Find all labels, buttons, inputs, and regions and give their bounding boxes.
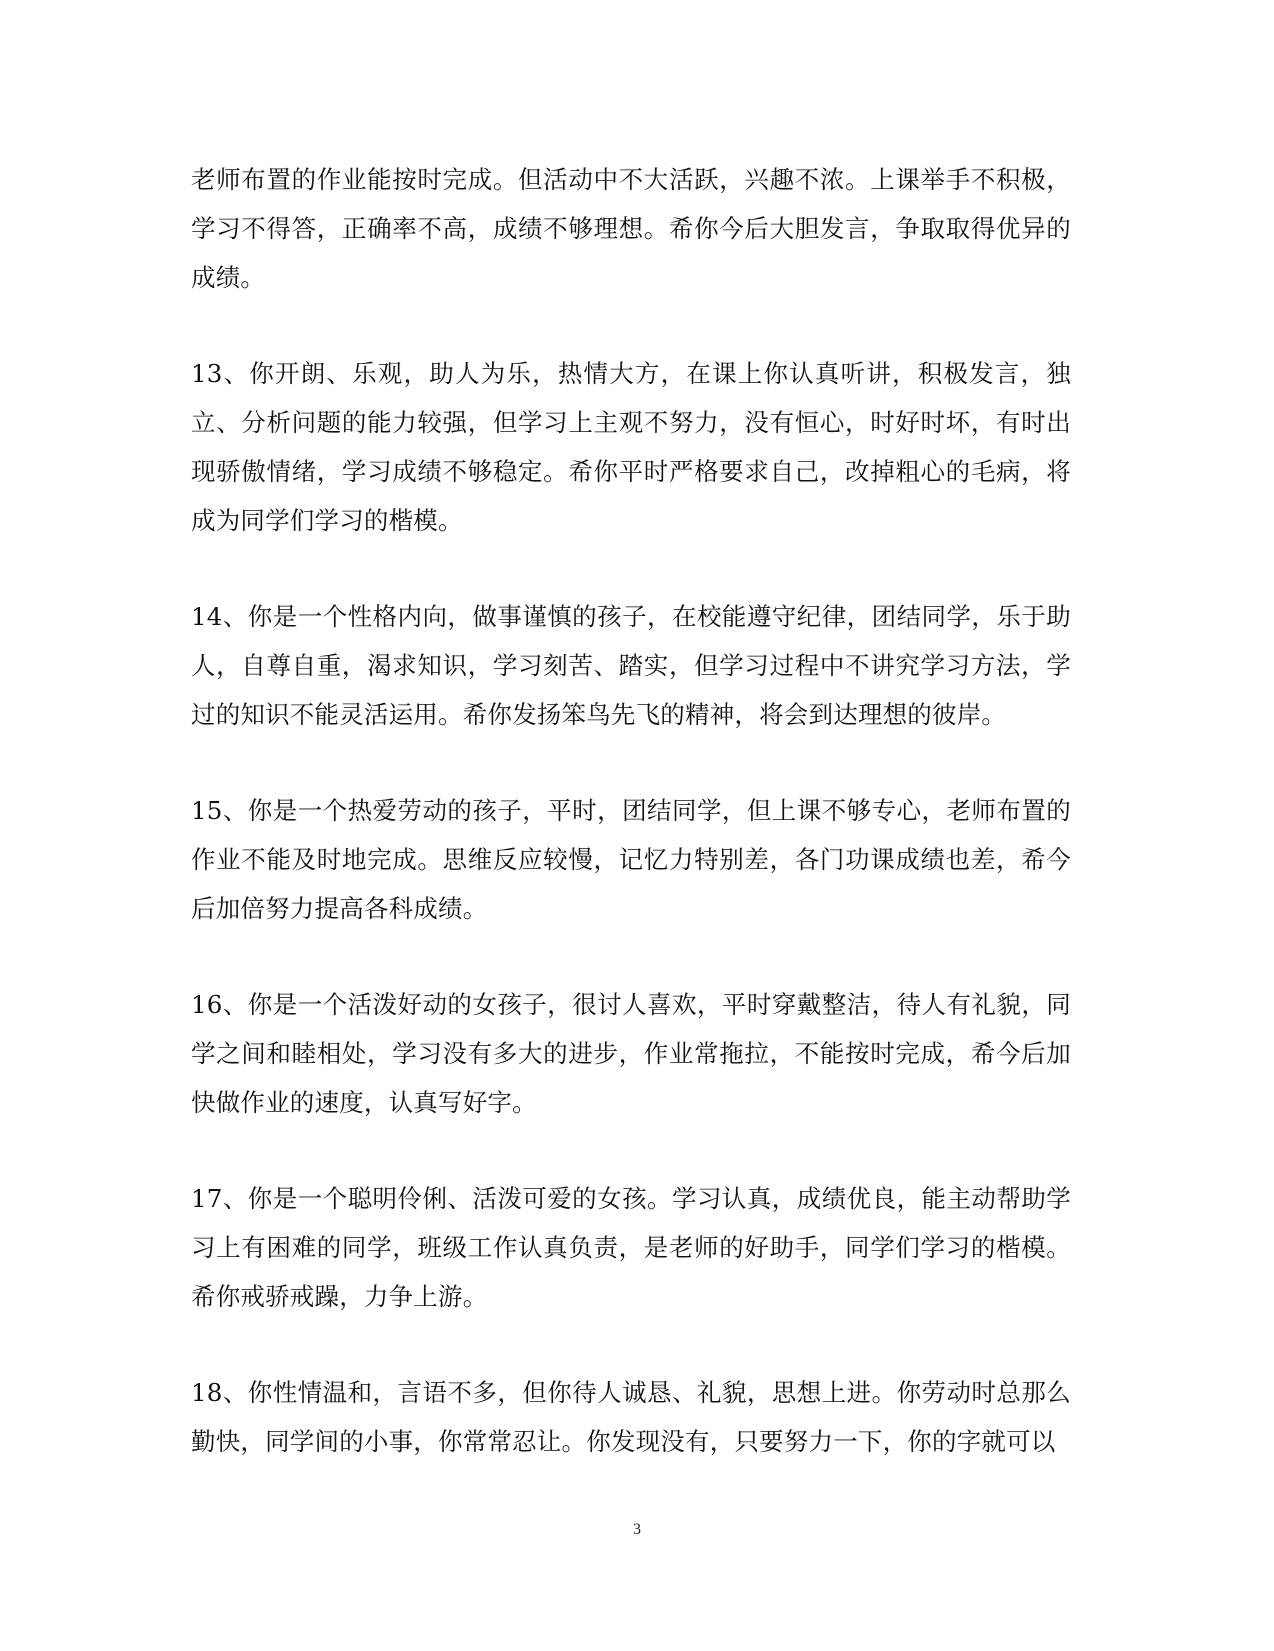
- paragraph-16: 16、你是一个活泼好动的女孩子，很讨人喜欢，平时穿戴整洁，待人有礼貌，同学之间和睦相处，学习没有多大的进步，作业常拖拉，不能按时完成，希今后加快做作业的速度，认真写好字。: [191, 990, 1071, 1117]
- paragraph-15: 15、你是一个热爱劳动的孩子，平时，团结同学，但上课不够专心，老师布置的作业不能及时地完成。思维反应较慢，记忆力特别差，各门功课成绩也差，希今后加倍努力提高各科成绩。: [191, 796, 1071, 923]
- paragraph-13: 13、你开朗、乐观，助人为乐，热情大方，在课上你认真听讲，积极发言，独立、分析问题的能力较强，但学习上主观不努力，没有恒心，时好时坏，有时出现骄傲情绪，学习成绩不够稳定。希你平时严格要求自己，改掉粗心的毛病，将成为同学们学习的楷模。: [191, 359, 1071, 535]
- paragraph-18: 18、你性情温和，言语不多，但你待人诚恳、礼貌，思想上进。你劳动时总那么勤快，同学间的小事，你常常忍让。你发现没有，只要努力一下，你的字就可以: [191, 1378, 1071, 1456]
- paragraph-14: 14、你是一个性格内向，做事谨慎的孩子，在校能遵守纪律，团结同学，乐于助人，自尊自重，渴求知识，学习刻苦、踏实，但学习过程中不讲究学习方法，学过的知识不能灵活运用。希你发扬笨鸟先飞的精神，将会到达理想的彼岸。: [191, 602, 1071, 729]
- paragraph-continued: 老师布置的作业能按时完成。但活动中不大活跃，兴趣不浓。上课举手不积极，学习不得答，正确率不高，成绩不够理想。希你今后大胆发言，争取取得优异的成绩。: [191, 165, 1071, 292]
- paragraph-17: 17、你是一个聪明伶俐、活泼可爱的女孩。学习认真，成绩优良，能主动帮助学习上有困难的同学，班级工作认真负责，是老师的好助手，同学们学习的楷模。希你戒骄戒躁，力争上游。: [191, 1184, 1071, 1311]
- page-number: 3: [633, 1521, 641, 1538]
- document-body: [191, 155, 1071, 1466]
